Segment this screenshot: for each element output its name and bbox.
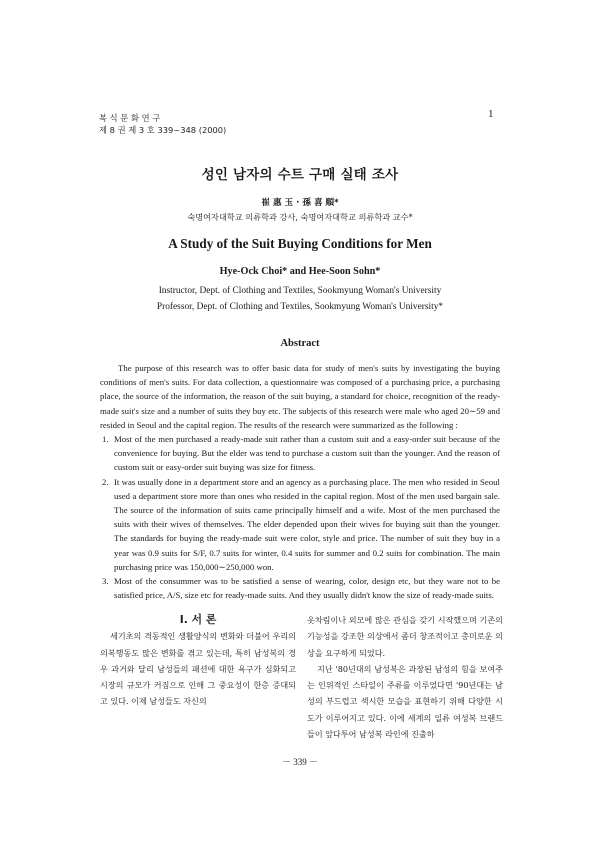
body-left-column	[100, 612, 296, 710]
abstract-heading: Abstract	[280, 338, 320, 349]
abstract-finding	[100, 574, 500, 602]
english-authors: Hye-Ock Choi* and Hee-Soon Sohn*	[219, 266, 381, 277]
affiliation-instructor: Instructor, Dept. of Clothing and Textiles, Sookmyung Woman's University	[158, 286, 442, 296]
finding-text: Most of the men purchased a ready-made suit rather than a custom suit and a easy-order suit because of the convenience for buying. But the elder was tend to purchase a custom suit than the younger. And the reason of custom suit or easy-order suit buying was size for fitness.	[114, 434, 500, 473]
english-title: A Study of the Suit Buying Conditions for Men	[168, 236, 432, 251]
finding-number: 2.	[102, 476, 109, 487]
korean-authors: 崔 惠 玉 · 孫 喜 順*	[261, 198, 339, 208]
top-page-number: 1	[488, 108, 494, 120]
body-paragraph: 지난 '80년대의 남성복은 과장된 남성의 힘을 보여주는 인위적인 스타일이 주류를 이루었다면 '90년대는 남성의 부드럽고 섹시한 모습을 표현하기 위해 다양한 시도가 이루어지고 있다. 이에 세계의 일류 여성복 브랜드들이 앞다투어 남성복 라인에 진출하	[307, 663, 503, 740]
affiliation-professor: Professor, Dept. of Clothing and Textiles, Sookmyung Woman's University*	[156, 302, 444, 312]
finding-text: Most of the consummer was to be satisfied a sense of wearing, color, design etc, but they ware not to be satisfied price, A/S, size etc for ready-made suits. And they usually didn't know the size of ready-made suits.	[114, 576, 500, 601]
korean-affiliation: 숙명여자대학교 의류학과 강사, 숙명여자대학교 의류학과 교수*	[187, 212, 413, 222]
finding-number: 3.	[102, 576, 109, 587]
abstract-findings-list	[100, 432, 500, 602]
english-affiliations	[0, 283, 600, 315]
body-paragraph: 세기초의 격동적인 생활양식의 변화와 더불어 우리의 의복행동도 많은 변화를 겪고 있는데, 특히 남성복의 경우 과거와 달리 남성들의 패션에 대한 욕구가 심화되고 시장의 규모가 커짐으로 인해 그 중요성이 한층 증대되고 있다. 이제 남성들도 자신의	[100, 631, 296, 707]
korean-title: 성인 남자의 수트 구매 실태 조사	[201, 167, 399, 183]
journal-header	[99, 112, 226, 136]
journal-volume-info: 제 8 권 제 3 호 339~348 (2000)	[99, 125, 227, 135]
body-right-column	[307, 612, 503, 742]
abstract-body	[100, 361, 500, 602]
finding-number: 1.	[102, 434, 109, 445]
abstract-finding	[100, 432, 500, 475]
abstract-finding	[100, 475, 500, 574]
section-heading-introduction: Ⅰ. 서 론	[179, 613, 217, 626]
footer-page-number: － 339 －	[281, 757, 318, 767]
journal-name: 복 식 문 화 연 구	[99, 113, 161, 123]
abstract-intro: The purpose of this research was to offer basic data for study of men's suits by investigating the buying conditions of men's suits. For data collection, a questionnaire was composed of a purchasing price, a purchasing place, the source of the information, the reason of the suit buying, a standard for choice, recognition of the ready-made suit's size and a number of suits they buy etc. The subjects of this research were male who aged 20∼59 and resided in Seoul and the capital region. The results of the research were summarized as the following :	[100, 363, 500, 430]
body-paragraph-continued: 옷차림이나 외모에 많은 관심을 갖기 시작했으며 기존의 기능성을 강조한 의상에서 좀더 창조적이고 총미로운 의상을 요구하게 되었다.	[307, 615, 503, 658]
finding-text: It was usually done in a department store and an agency as a purchasing place. The men who resided in Seoul used a department store more than ones who resided in the capital region. Most of the men used bargain sale. The source of the information of suits came principally himself and a wife. Most of the men purchased the suits with their wives of themselves. The elder depended upon their wives for buying suit than the younger. The standards for buying the ready-made suit were color, style and price. The number of suit they buy in a year was 0.9 suits for S/F, 0.7 suits for winter, 0.4 suits for summer and 0.2 suits for combination. The main purchasing price was 150,000∼250,000 won.	[114, 476, 500, 572]
